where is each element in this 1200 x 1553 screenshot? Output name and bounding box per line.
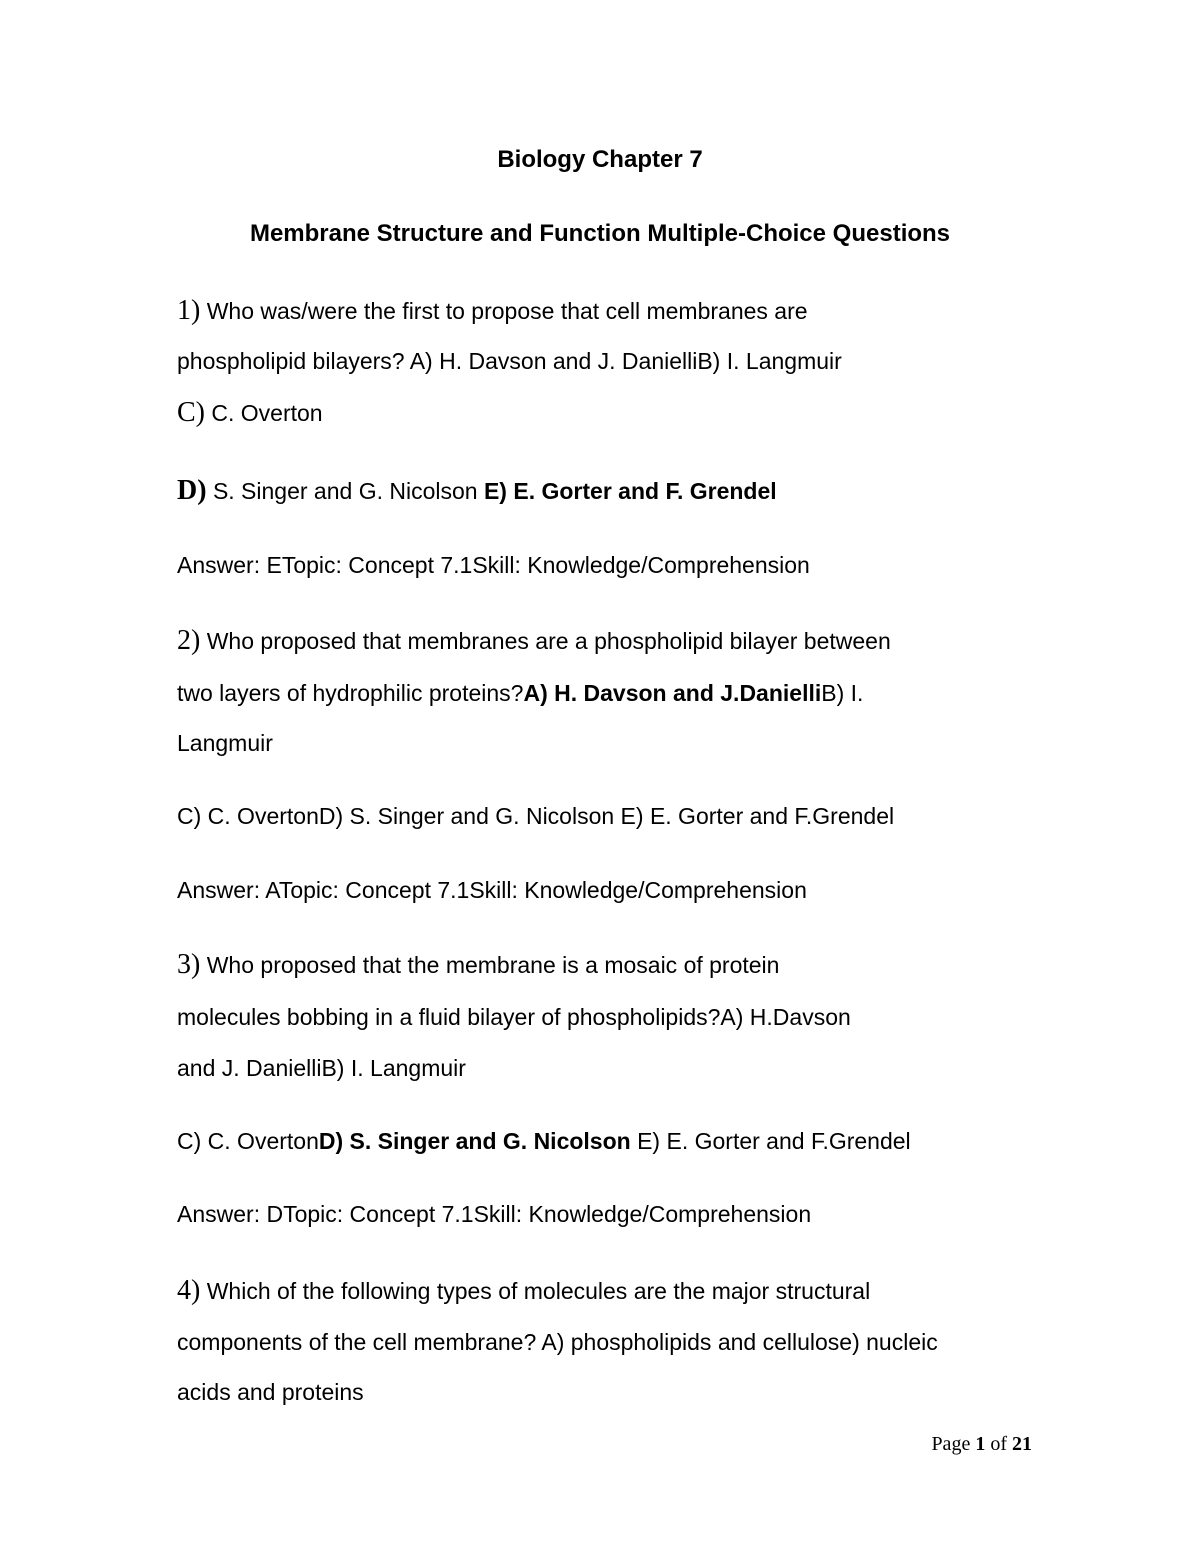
question-2-answer: Answer: ATopic: Concept 7.1Skill: Knowledge/Comprehension <box>177 877 807 903</box>
page-number-footer <box>931 1433 1032 1456</box>
question-2-options: C) C. OvertonD) S. Singer and G. Nicolson E) E. Gorter and F.Grendel <box>177 803 895 829</box>
option-c-text: C. Overton <box>211 400 323 426</box>
question-4-number: 4) <box>177 1275 201 1306</box>
question-1-option-c <box>177 398 323 428</box>
current-page-number: 1 <box>975 1433 986 1455</box>
of-label: of <box>990 1433 1007 1455</box>
question-1-line-2: phospholipid bilayers? A) H. Davson and J. DanielliB) I. Langmuir <box>177 348 842 374</box>
question-2-line-2-text: two layers of hydrophilic proteins? <box>177 680 524 706</box>
question-4-text: Which of the following types of molecules are the major structural <box>206 1278 871 1304</box>
question-2-line-3: Langmuir <box>177 730 273 756</box>
total-page-count: 21 <box>1012 1433 1032 1455</box>
question-3-options-pre: C) C. Overton <box>177 1128 319 1154</box>
option-d-text: S. Singer and G. Nicolson <box>212 478 478 504</box>
question-3-answer: Answer: DTopic: Concept 7.1Skill: Knowledge/Comprehension <box>177 1201 812 1227</box>
question-2-line-2-rest: B) I. <box>821 680 864 706</box>
question-1-text: Who was/were the first to propose that cell membranes are <box>206 298 808 324</box>
question-4-line-2: components of the cell membrane? A) phospholipids and cellulose) nucleic <box>177 1329 938 1355</box>
question-1-line-1 <box>177 296 808 326</box>
question-2-text: Who proposed that membranes are a phospholipid bilayer between <box>206 628 891 654</box>
question-2-line-1 <box>177 626 891 656</box>
question-3-text: Who proposed that the membrane is a mosaic of protein <box>206 952 780 978</box>
option-d-marker: D) <box>177 475 207 506</box>
question-3-line-3: and J. DanielliB) I. Langmuir <box>177 1055 466 1081</box>
question-4-line-1 <box>177 1276 870 1306</box>
question-2-line-2 <box>177 678 863 708</box>
question-1-option-d-e <box>177 476 777 506</box>
page-label: Page <box>931 1433 971 1455</box>
document-title: Biology Chapter 7 <box>497 146 703 173</box>
question-3-options-post: E) E. Gorter and F.Grendel <box>630 1128 911 1154</box>
question-3-line-1 <box>177 950 779 980</box>
question-4-line-3: acids and proteins <box>177 1379 364 1405</box>
question-2-number: 2) <box>177 625 201 656</box>
option-c-marker: C) <box>177 397 205 428</box>
question-1-answer: Answer: ETopic: Concept 7.1Skill: Knowledge/Comprehension <box>177 552 810 578</box>
question-3-options <box>177 1126 911 1156</box>
question-2-correct-option: A) H. Davson and J.Danielli <box>523 680 822 706</box>
question-1-number: 1) <box>177 295 201 326</box>
document-subtitle: Membrane Structure and Function Multiple-Choice Questions <box>249 220 951 247</box>
option-e-correct: E) E. Gorter and F. Grendel <box>483 478 777 504</box>
question-3-correct-option: D) S. Singer and G. Nicolson <box>318 1128 631 1154</box>
question-3-number: 3) <box>177 949 201 980</box>
question-3-line-2: molecules bobbing in a fluid bilayer of phospholipids?A) H.Davson <box>177 1004 851 1030</box>
